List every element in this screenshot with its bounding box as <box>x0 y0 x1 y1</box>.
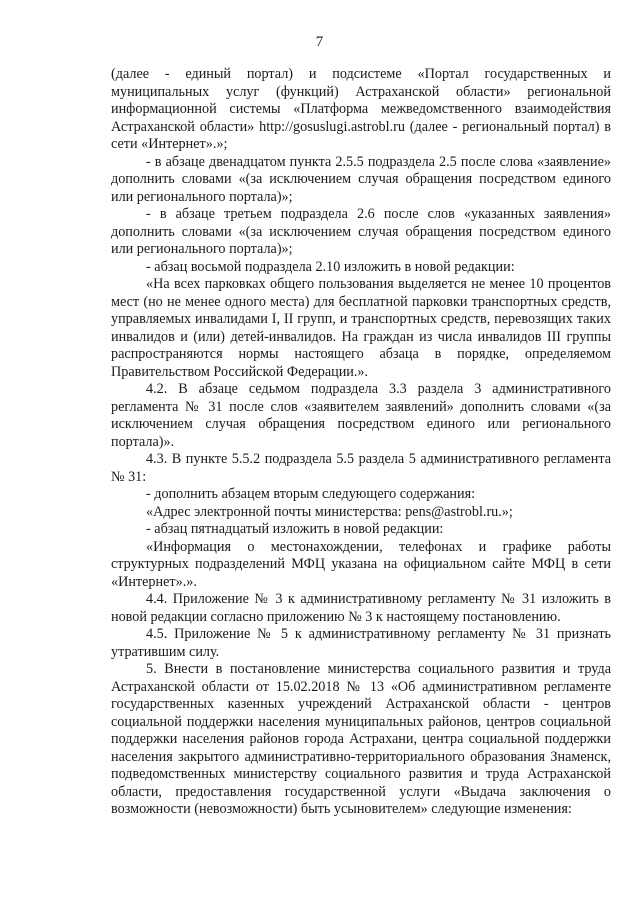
paragraph-4-2: 4.2. В абзаце седьмом подраздела 3.3 раздела 3 административного регламента № 31 после слов «заявителем заявлений» дополнить словами «(за исключением случая обращения посредством единого или регионального портала)». <box>111 381 611 450</box>
paragraph-amendment-2-6: - в абзаце третьем подраздела 2.6 после слов «указанных заявления» дополнить словами «(за исключением случая обращения посредством единого или регионального портала)»; <box>111 206 611 257</box>
paragraph-continuation: (далее - единый портал) и подсистеме «Портал государственных и муниципальных услуг (функций) Астраханской области» региональной информационной системы «Платформа межведомственного взаимодействия Астраханской области» http://gosuslugi.astrobl.ru (далее - региональный портал) в сети «Интернет».»; <box>111 66 611 152</box>
paragraph-4-3: 4.3. В пункте 5.5.2 подраздела 5.5 раздела 5 административного регламента № 31: <box>111 451 611 485</box>
paragraph-4-3-fifteenth: - абзац пятнадцатый изложить в новой редакции: <box>146 521 444 537</box>
paragraph-mfc-info: «Информация о местонахождении, телефонах и графике работы структурных подразделений МФЦ указана на официальном сайте МФЦ в сети «Интернет».». <box>111 538 611 590</box>
paragraph-4-3-add-second: - дополнить абзацем вторым следующего содержания: <box>146 486 476 502</box>
document-body <box>111 66 611 819</box>
paragraph-parking-text: «На всех парковках общего пользования выделяется не менее 10 процентов мест (но не менее одного места) для бесплатной парковки транспортных средств, управляемых инвалидами I, II групп, и транспортных средств, перевозящих таких инвалидов и (или) детей-инвалидов. На граждан из числа инвалидов III группы распространяются нормы настоящего абзаца в порядке, определяемом Правительством Российской Федерации.». <box>111 276 611 380</box>
paragraph-amendment-2-5-5: - в абзаце двенадцатом пункта 2.5.5 подраздела 2.5 после слова «заявление» дополнить словами «(за исключением случая обращения посредством единого или регионального портала)»; <box>111 153 611 205</box>
page-number: 7 <box>315 34 324 50</box>
paragraph-4-4: 4.4. Приложение № 3 к административному регламенту № 31 изложить в новой редакции согласно приложению № 3 к настоящему постановлению. <box>111 591 611 625</box>
paragraph-amendment-2-10: - абзац восьмой подраздела 2.10 изложить в новой редакции: <box>146 258 515 275</box>
paragraph-email-address: «Адрес электронной почты министерства: pens@astrobl.ru.»; <box>146 503 513 520</box>
paragraph-4-5: 4.5. Приложение № 5 к административному регламенту № 31 признать утратившим силу. <box>111 626 611 660</box>
paragraph-5: 5. Внести в постановление министерства социального развития и труда Астраханской области от 15.02.2018 № 13 «Об административном регламенте государственных казенных учреждений Астраханской области - центров социальной поддержки населения муниципальных районов, центров социальной поддержки населения районов города Астрахани, центра социальной поддержки населения закрытого административно-территориального образования Знаменск, подведомственных министерству социального развития и труда Астраханской области, предоставления государственной услуги «Выдача заключения о возможности (невозможности) быть усыновителем» следующие изменения: <box>111 661 611 817</box>
